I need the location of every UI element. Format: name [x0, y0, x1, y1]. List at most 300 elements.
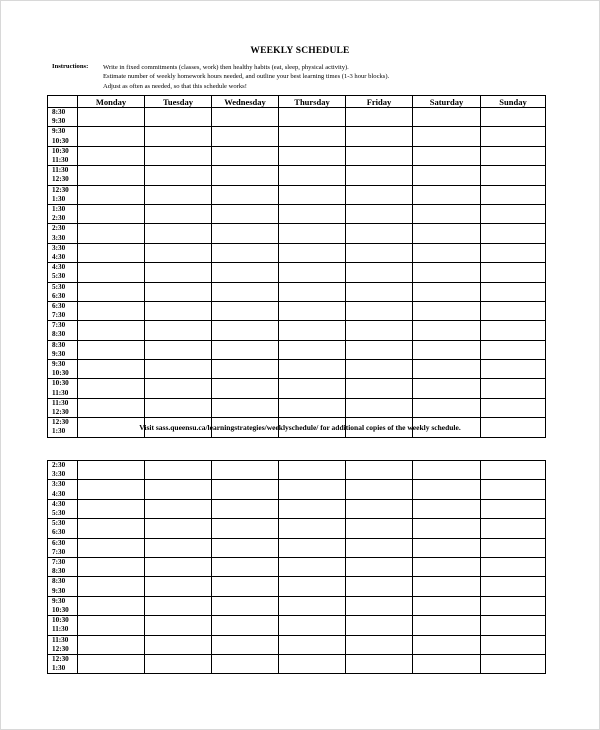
schedule-cell-monday[interactable] [78, 461, 145, 480]
schedule-cell-friday[interactable] [346, 379, 413, 398]
time-start: 2:30 [52, 461, 66, 469]
schedule-cell-wednesday[interactable] [212, 263, 279, 282]
schedule-cell-tuesday[interactable] [145, 499, 212, 518]
time-slot-row [48, 340, 546, 359]
schedule-cell-tuesday[interactable] [145, 108, 212, 127]
time-slot-row [48, 301, 546, 320]
schedule-cell-tuesday[interactable] [145, 596, 212, 615]
time-end: 6:30 [52, 528, 66, 537]
schedule-cell-tuesday[interactable] [145, 301, 212, 320]
schedule-cell-sunday[interactable] [481, 127, 546, 146]
day-header-wednesday: Wednesday [212, 96, 279, 108]
schedule-cell-monday[interactable] [78, 538, 145, 557]
time-end: 11:30 [52, 155, 69, 164]
instruction-line: Adjust as often as needed, so that this schedule works! [103, 82, 247, 90]
schedule-cell-friday[interactable] [346, 282, 413, 301]
schedule-cell-monday[interactable] [78, 224, 145, 243]
time-slot-row [48, 461, 546, 480]
time-slot-row [48, 282, 546, 301]
schedule-cell-thursday[interactable] [279, 263, 346, 282]
schedule-cell-tuesday[interactable] [145, 616, 212, 635]
schedule-cell-wednesday[interactable] [212, 557, 279, 576]
time-label [48, 127, 78, 146]
time-start: 10:30 [52, 616, 69, 625]
schedule-cell-tuesday[interactable] [145, 538, 212, 557]
schedule-cell-tuesday[interactable] [145, 185, 212, 204]
time-label [48, 108, 78, 127]
schedule-cell-wednesday[interactable] [212, 616, 279, 635]
time-start: 9:30 [52, 127, 66, 136]
time-slot-row [48, 557, 546, 576]
time-end: 12:30 [52, 175, 69, 184]
schedule-cell-wednesday[interactable] [212, 596, 279, 615]
schedule-cell-monday[interactable] [78, 379, 145, 398]
schedule-cell-thursday[interactable] [279, 166, 346, 185]
schedule-cell-sunday[interactable] [481, 146, 546, 165]
instruction-line: Estimate number of weekly homework hours needed, and outline your best learning times (1-3 hour blocks). [103, 73, 390, 81]
time-end: 7:30 [52, 547, 66, 556]
schedule-cell-friday[interactable] [346, 108, 413, 127]
schedule-cell-tuesday[interactable] [145, 127, 212, 146]
schedule-cell-thursday[interactable] [279, 538, 346, 557]
time-end: 3:30 [52, 470, 66, 479]
schedule-cell-thursday[interactable] [279, 461, 346, 480]
schedule-cell-monday[interactable] [78, 263, 145, 282]
schedule-cell-sunday[interactable] [481, 340, 546, 359]
time-slot-row [48, 596, 546, 615]
time-label [48, 301, 78, 320]
day-header-thursday: Thursday [279, 96, 346, 108]
time-start: 4:30 [52, 263, 66, 272]
schedule-cell-tuesday[interactable] [145, 282, 212, 301]
schedule-cell-monday[interactable] [78, 616, 145, 635]
schedule-cell-sunday[interactable] [481, 108, 546, 127]
time-start: 11:30 [52, 635, 69, 644]
schedule-cell-monday[interactable] [78, 557, 145, 576]
time-label [48, 321, 78, 340]
schedule-cell-sunday[interactable] [481, 538, 546, 557]
schedule-cell-wednesday[interactable] [212, 301, 279, 320]
time-slot-row [48, 108, 546, 127]
schedule-cell-sunday[interactable] [481, 461, 546, 480]
schedule-cell-saturday[interactable] [413, 263, 481, 282]
schedule-cell-wednesday[interactable] [212, 577, 279, 596]
schedule-cell-friday[interactable] [346, 321, 413, 340]
time-end: 12:30 [52, 644, 69, 653]
schedule-cell-saturday[interactable] [413, 480, 481, 499]
time-label [48, 146, 78, 165]
schedule-cell-thursday[interactable] [279, 557, 346, 576]
schedule-cell-thursday[interactable] [279, 635, 346, 654]
time-label [48, 398, 78, 417]
schedule-cell-wednesday[interactable] [212, 166, 279, 185]
day-header-sunday: Sunday [481, 96, 546, 108]
day-header-saturday: Saturday [413, 96, 481, 108]
schedule-cell-wednesday[interactable] [212, 398, 279, 417]
time-label [48, 282, 78, 301]
time-end: 3:30 [52, 233, 66, 242]
time-slot-row [48, 321, 546, 340]
time-start: 1:30 [52, 204, 66, 213]
schedule-cell-thursday[interactable] [279, 577, 346, 596]
schedule-cell-tuesday[interactable] [145, 577, 212, 596]
schedule-cell-wednesday[interactable] [212, 379, 279, 398]
schedule-cell-thursday[interactable] [279, 224, 346, 243]
schedule-cell-tuesday[interactable] [145, 379, 212, 398]
schedule-cell-sunday[interactable] [481, 557, 546, 576]
schedule-cell-sunday[interactable] [481, 166, 546, 185]
time-end: 1:30 [52, 194, 66, 203]
schedule-cell-wednesday[interactable] [212, 321, 279, 340]
schedule-cell-friday[interactable] [346, 538, 413, 557]
schedule-cell-saturday[interactable] [413, 596, 481, 615]
schedule-cell-monday[interactable] [78, 282, 145, 301]
schedule-table-continued [47, 460, 546, 674]
schedule-cell-tuesday[interactable] [145, 243, 212, 262]
schedule-cell-thursday[interactable] [279, 127, 346, 146]
time-label [48, 263, 78, 282]
schedule-cell-friday[interactable] [346, 185, 413, 204]
schedule-cell-monday[interactable] [78, 185, 145, 204]
schedule-cell-monday[interactable] [78, 596, 145, 615]
schedule-cell-saturday[interactable] [413, 166, 481, 185]
schedule-cell-sunday[interactable] [481, 224, 546, 243]
schedule-cell-sunday[interactable] [481, 616, 546, 635]
schedule-cell-saturday[interactable] [413, 282, 481, 301]
schedule-cell-tuesday[interactable] [145, 146, 212, 165]
schedule-cell-sunday[interactable] [481, 398, 546, 417]
time-start: 10:30 [52, 146, 69, 155]
schedule-cell-friday[interactable] [346, 263, 413, 282]
schedule-cell-monday[interactable] [78, 204, 145, 223]
schedule-cell-tuesday[interactable] [145, 340, 212, 359]
schedule-cell-thursday[interactable] [279, 185, 346, 204]
time-end: 1:30 [52, 427, 66, 436]
schedule-cell-tuesday[interactable] [145, 519, 212, 538]
time-label [48, 204, 78, 223]
time-column-header [48, 96, 78, 108]
schedule-cell-tuesday[interactable] [145, 461, 212, 480]
schedule-cell-tuesday[interactable] [145, 360, 212, 379]
schedule-cell-thursday[interactable] [279, 340, 346, 359]
schedule-cell-monday[interactable] [78, 360, 145, 379]
schedule-cell-monday[interactable] [78, 108, 145, 127]
schedule-cell-wednesday[interactable] [212, 499, 279, 518]
schedule-cell-sunday[interactable] [481, 654, 546, 673]
schedule-cell-monday[interactable] [78, 499, 145, 518]
schedule-cell-tuesday[interactable] [145, 635, 212, 654]
time-label [48, 499, 78, 518]
schedule-cell-friday[interactable] [346, 596, 413, 615]
time-label [48, 224, 78, 243]
time-start: 10:30 [52, 379, 69, 388]
schedule-cell-thursday[interactable] [279, 616, 346, 635]
time-slot-row [48, 499, 546, 518]
schedule-cell-saturday[interactable] [413, 499, 481, 518]
time-slot-row [48, 398, 546, 417]
schedule-cell-saturday[interactable] [413, 379, 481, 398]
schedule-body-continued [48, 461, 546, 674]
time-end: 9:30 [52, 586, 66, 595]
schedule-cell-sunday[interactable] [481, 499, 546, 518]
page-title: WEEKLY SCHEDULE [250, 46, 350, 56]
schedule-cell-friday[interactable] [346, 635, 413, 654]
schedule-cell-sunday[interactable] [481, 379, 546, 398]
schedule-cell-thursday[interactable] [279, 398, 346, 417]
schedule-cell-thursday[interactable] [279, 499, 346, 518]
schedule-cell-wednesday[interactable] [212, 635, 279, 654]
time-label [48, 635, 78, 654]
time-label [48, 340, 78, 359]
schedule-cell-wednesday[interactable] [212, 243, 279, 262]
schedule-cell-sunday[interactable] [481, 577, 546, 596]
schedule-cell-wednesday[interactable] [212, 519, 279, 538]
schedule-cell-wednesday[interactable] [212, 360, 279, 379]
schedule-cell-friday[interactable] [346, 204, 413, 223]
schedule-cell-monday[interactable] [78, 577, 145, 596]
schedule-cell-wednesday[interactable] [212, 538, 279, 557]
schedule-cell-monday[interactable] [78, 480, 145, 499]
schedule-cell-friday[interactable] [346, 557, 413, 576]
schedule-cell-wednesday[interactable] [212, 108, 279, 127]
time-start: 8:30 [52, 340, 66, 349]
schedule-cell-thursday[interactable] [279, 204, 346, 223]
schedule-cell-saturday[interactable] [413, 654, 481, 673]
schedule-cell-friday[interactable] [346, 243, 413, 262]
schedule-cell-saturday[interactable] [413, 538, 481, 557]
schedule-body-main [48, 108, 546, 438]
schedule-cell-saturday[interactable] [413, 301, 481, 320]
schedule-cell-monday[interactable] [78, 340, 145, 359]
time-start: 7:30 [52, 557, 66, 566]
schedule-cell-monday[interactable] [78, 301, 145, 320]
schedule-cell-saturday[interactable] [413, 461, 481, 480]
time-slot-row [48, 379, 546, 398]
schedule-cell-sunday[interactable] [481, 480, 546, 499]
schedule-cell-saturday[interactable] [413, 398, 481, 417]
schedule-cell-saturday[interactable] [413, 204, 481, 223]
schedule-cell-saturday[interactable] [413, 321, 481, 340]
schedule-cell-monday[interactable] [78, 654, 145, 673]
time-start: 11:30 [52, 166, 69, 175]
schedule-cell-thursday[interactable] [279, 321, 346, 340]
time-end: 7:30 [52, 311, 66, 320]
time-end: 10:30 [52, 369, 69, 378]
time-slot-row [48, 204, 546, 223]
schedule-cell-thursday[interactable] [279, 282, 346, 301]
instructions-text [103, 63, 389, 91]
schedule-cell-sunday[interactable] [481, 635, 546, 654]
schedule-cell-friday[interactable] [346, 340, 413, 359]
schedule-cell-friday[interactable] [346, 301, 413, 320]
schedule-cell-friday[interactable] [346, 499, 413, 518]
instruction-line: Write in fixed commitments (classes, work) then healthy habits (eat, sleep, physical activity). [103, 64, 349, 71]
time-slot-row [48, 519, 546, 538]
time-slot-row [48, 360, 546, 379]
schedule-cell-wednesday[interactable] [212, 282, 279, 301]
schedule-cell-monday[interactable] [78, 166, 145, 185]
schedule-table-main [47, 95, 546, 438]
schedule-cell-monday[interactable] [78, 398, 145, 417]
time-label [48, 243, 78, 262]
time-label [48, 577, 78, 596]
schedule-cell-friday[interactable] [346, 461, 413, 480]
schedule-cell-thursday[interactable] [279, 146, 346, 165]
time-label [48, 616, 78, 635]
schedule-cell-thursday[interactable] [279, 596, 346, 615]
time-slot-row [48, 224, 546, 243]
time-end: 4:30 [52, 489, 66, 498]
time-label [48, 461, 78, 480]
schedule-cell-saturday[interactable] [413, 635, 481, 654]
schedule-cell-friday[interactable] [346, 654, 413, 673]
time-end: 10:30 [52, 136, 69, 145]
schedule-cell-wednesday[interactable] [212, 461, 279, 480]
schedule-cell-sunday[interactable] [481, 204, 546, 223]
schedule-cell-thursday[interactable] [279, 108, 346, 127]
time-end: 8:30 [52, 330, 66, 339]
schedule-cell-friday[interactable] [346, 166, 413, 185]
schedule-cell-friday[interactable] [346, 577, 413, 596]
schedule-cell-tuesday[interactable] [145, 321, 212, 340]
schedule-cell-tuesday[interactable] [145, 398, 212, 417]
schedule-cell-wednesday[interactable] [212, 654, 279, 673]
time-label [48, 379, 78, 398]
time-end: 5:30 [52, 272, 66, 281]
schedule-cell-tuesday[interactable] [145, 204, 212, 223]
schedule-cell-thursday[interactable] [279, 243, 346, 262]
schedule-cell-wednesday[interactable] [212, 146, 279, 165]
time-end: 11:30 [52, 625, 69, 634]
time-end: 1:30 [52, 664, 66, 673]
schedule-cell-wednesday[interactable] [212, 224, 279, 243]
schedule-cell-saturday[interactable] [413, 127, 481, 146]
time-start: 9:30 [52, 360, 66, 369]
schedule-cell-sunday[interactable] [481, 301, 546, 320]
schedule-cell-sunday[interactable] [481, 243, 546, 262]
schedule-cell-thursday[interactable] [279, 360, 346, 379]
schedule-cell-saturday[interactable] [413, 557, 481, 576]
schedule-cell-monday[interactable] [78, 243, 145, 262]
schedule-cell-friday[interactable] [346, 360, 413, 379]
schedule-cell-sunday[interactable] [481, 596, 546, 615]
schedule-cell-tuesday[interactable] [145, 224, 212, 243]
time-label [48, 654, 78, 673]
schedule-cell-friday[interactable] [346, 398, 413, 417]
day-header-friday: Friday [346, 96, 413, 108]
schedule-cell-sunday[interactable] [481, 360, 546, 379]
schedule-cell-wednesday[interactable] [212, 480, 279, 499]
instructions-label: Instructions: [52, 63, 89, 70]
time-label [48, 360, 78, 379]
schedule-cell-thursday[interactable] [279, 519, 346, 538]
schedule-cell-saturday[interactable] [413, 360, 481, 379]
schedule-cell-sunday[interactable] [481, 263, 546, 282]
time-end: 11:30 [52, 388, 69, 397]
schedule-cell-saturday[interactable] [413, 224, 481, 243]
time-start: 3:30 [52, 480, 66, 489]
time-end: 9:30 [52, 117, 66, 126]
schedule-cell-thursday[interactable] [279, 480, 346, 499]
schedule-cell-monday[interactable] [78, 146, 145, 165]
day-header-row [48, 96, 546, 108]
time-slot-row [48, 146, 546, 165]
schedule-cell-monday[interactable] [78, 127, 145, 146]
schedule-cell-monday[interactable] [78, 519, 145, 538]
schedule-cell-wednesday[interactable] [212, 185, 279, 204]
time-slot-row [48, 480, 546, 499]
time-start: 5:30 [52, 519, 66, 528]
time-start: 8:30 [52, 108, 66, 116]
schedule-cell-thursday[interactable] [279, 654, 346, 673]
time-label [48, 185, 78, 204]
time-start: 7:30 [52, 321, 66, 330]
schedule-cell-thursday[interactable] [279, 301, 346, 320]
schedule-cell-saturday[interactable] [413, 616, 481, 635]
schedule-cell-saturday[interactable] [413, 577, 481, 596]
schedule-cell-friday[interactable] [346, 127, 413, 146]
schedule-cell-saturday[interactable] [413, 340, 481, 359]
time-label [48, 480, 78, 499]
schedule-cell-friday[interactable] [346, 519, 413, 538]
schedule-cell-saturday[interactable] [413, 243, 481, 262]
time-slot-row [48, 263, 546, 282]
schedule-cell-tuesday[interactable] [145, 480, 212, 499]
time-end: 6:30 [52, 291, 66, 300]
schedule-cell-tuesday[interactable] [145, 166, 212, 185]
schedule-cell-wednesday[interactable] [212, 340, 279, 359]
schedule-cell-tuesday[interactable] [145, 654, 212, 673]
day-header-monday: Monday [78, 96, 145, 108]
schedule-cell-friday[interactable] [346, 480, 413, 499]
time-end: 4:30 [52, 252, 66, 261]
schedule-cell-wednesday[interactable] [212, 127, 279, 146]
schedule-cell-monday[interactable] [78, 635, 145, 654]
schedule-cell-friday[interactable] [346, 146, 413, 165]
schedule-cell-sunday[interactable] [481, 185, 546, 204]
time-label [48, 166, 78, 185]
schedule-cell-saturday[interactable] [413, 519, 481, 538]
time-start: 2:30 [52, 224, 66, 233]
schedule-cell-tuesday[interactable] [145, 263, 212, 282]
schedule-cell-friday[interactable] [346, 616, 413, 635]
time-start: 6:30 [52, 301, 66, 310]
schedule-cell-sunday[interactable] [481, 321, 546, 340]
time-end: 5:30 [52, 508, 66, 517]
schedule-cell-monday[interactable] [78, 321, 145, 340]
time-start: 11:30 [52, 398, 69, 407]
schedule-cell-friday[interactable] [346, 224, 413, 243]
time-start: 8:30 [52, 577, 66, 586]
schedule-cell-thursday[interactable] [279, 379, 346, 398]
schedule-cell-saturday[interactable] [413, 146, 481, 165]
time-start: 12:30 [52, 185, 69, 194]
time-slot-row [48, 538, 546, 557]
schedule-cell-saturday[interactable] [413, 185, 481, 204]
schedule-cell-saturday[interactable] [413, 108, 481, 127]
time-label [48, 519, 78, 538]
time-slot-row [48, 166, 546, 185]
time-slot-row [48, 185, 546, 204]
time-slot-row [48, 243, 546, 262]
schedule-cell-sunday[interactable] [481, 519, 546, 538]
time-end: 2:30 [52, 214, 66, 223]
schedule-cell-tuesday[interactable] [145, 557, 212, 576]
time-label [48, 557, 78, 576]
schedule-cell-sunday[interactable] [481, 282, 546, 301]
schedule-cell-wednesday[interactable] [212, 204, 279, 223]
day-header-tuesday: Tuesday [145, 96, 212, 108]
